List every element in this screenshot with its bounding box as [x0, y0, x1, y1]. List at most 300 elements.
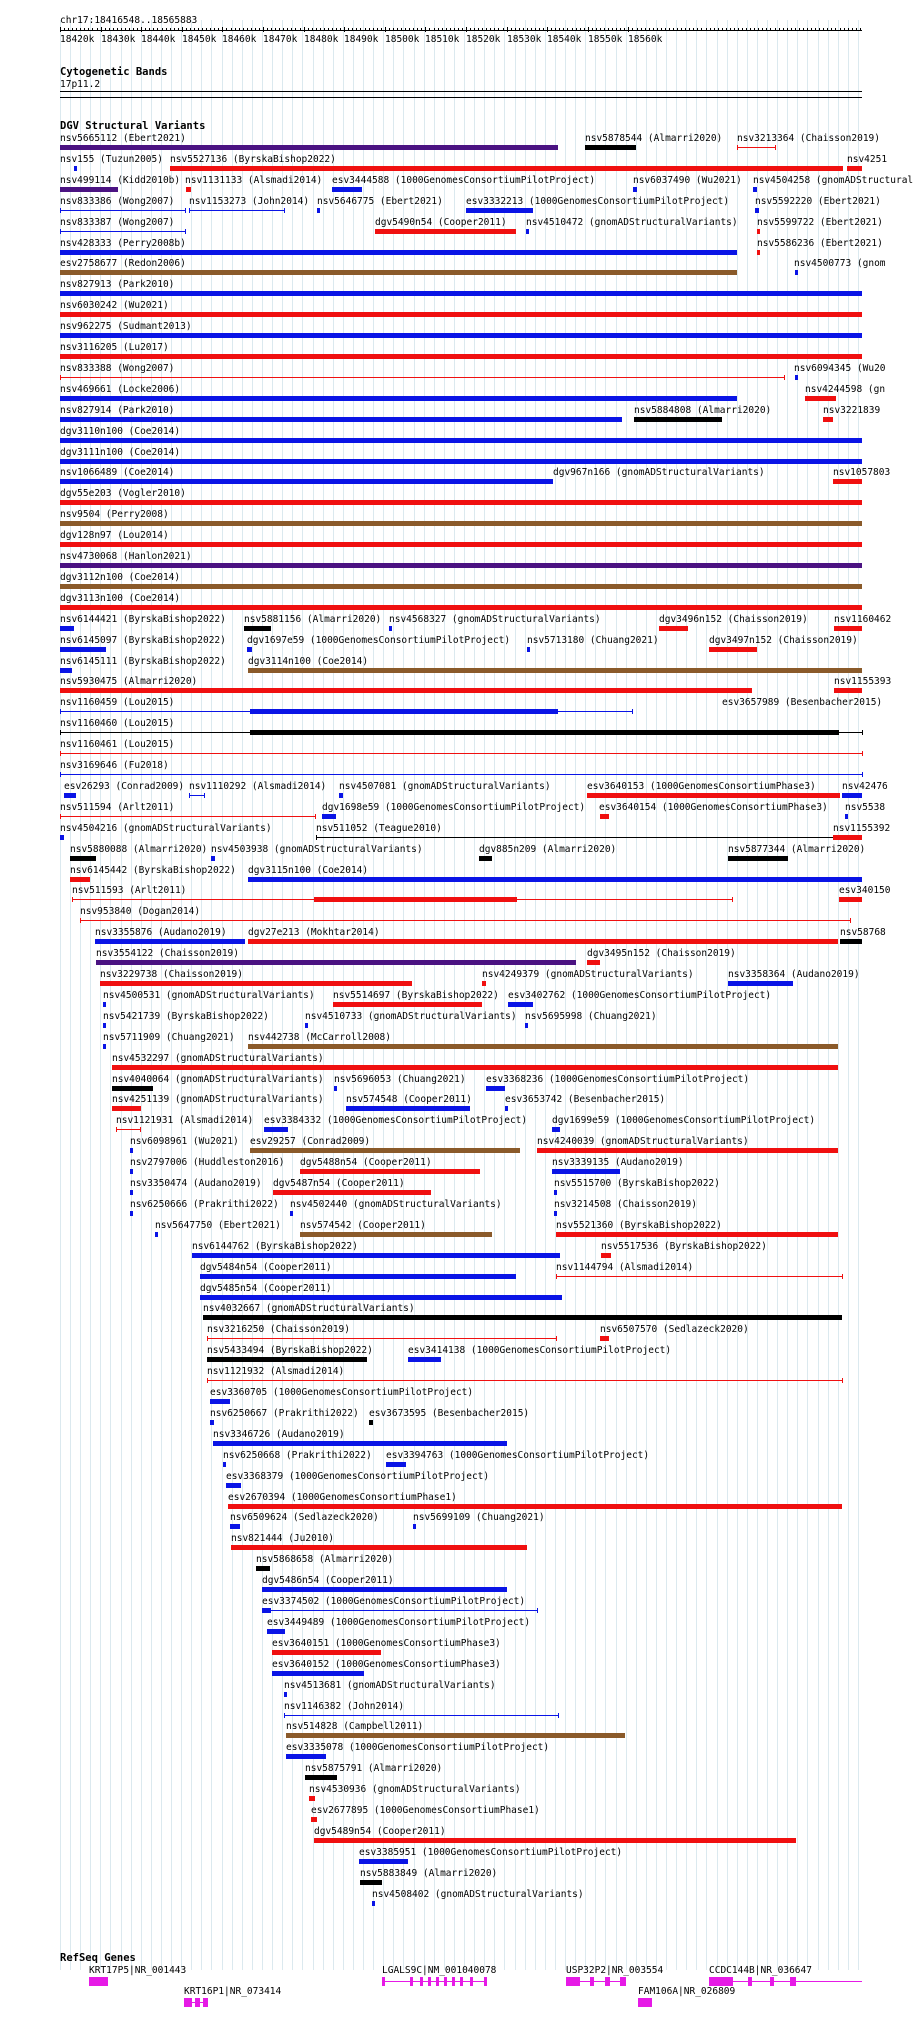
variant-label[interactable]: nsv6145097 (ByrskaBishop2022) [60, 634, 226, 646]
variant-label[interactable]: nsv6144762 (ByrskaBishop2022) [192, 1240, 358, 1252]
variant-bar[interactable] [262, 1587, 507, 1592]
variant-label[interactable]: nsv5868658 (Almarri2020) [256, 1554, 394, 1566]
variant-bar[interactable] [554, 1211, 557, 1216]
gene-exon[interactable] [460, 1977, 463, 1986]
variant-label[interactable]: esv3444588 (1000GenomesConsortiumPilotProject) [332, 174, 596, 186]
variant-label[interactable]: nsv2797006 (Huddleston2016) [130, 1157, 285, 1169]
variant-label[interactable]: nsv4249379 (gnomADStructuralVariants) [482, 969, 694, 980]
variant-label[interactable]: nsv3213364 (Chaisson2019) [737, 133, 880, 144]
variant-bar[interactable] [834, 626, 862, 631]
variant-label[interactable]: esv2758677 (Redon2006) [60, 258, 186, 270]
variant-bar[interactable] [333, 1002, 482, 1007]
variant-bar[interactable] [369, 1420, 373, 1425]
variant-label[interactable]: nsv3346726 (Audano2019) [213, 1428, 345, 1440]
variant-bar[interactable] [203, 1315, 842, 1320]
gene-exon[interactable] [770, 1977, 774, 1986]
variant-bar[interactable] [273, 1190, 431, 1195]
variant-bar[interactable] [840, 939, 862, 944]
variant-label[interactable]: nsv6030242 (Wu2021) [60, 300, 169, 312]
variant-bar[interactable] [795, 270, 798, 275]
variant-bar[interactable] [112, 1106, 141, 1111]
variant-label[interactable]: nsv5421739 (ByrskaBishop2022) [103, 1010, 269, 1022]
variant-label[interactable]: dgv1697e59 (1000GenomesConsortiumPilotProject) [247, 634, 511, 646]
variant-label[interactable]: esv3657989 (Besenbacher2015) [722, 697, 883, 709]
variant-label[interactable]: nsv4244598 (gn [805, 383, 886, 395]
variant-bar[interactable] [600, 814, 609, 819]
variant-label[interactable]: nsv5538 [845, 801, 886, 813]
variant-bar[interactable] [601, 1253, 611, 1258]
variant-bar[interactable] [413, 1524, 416, 1529]
variant-bar[interactable] [833, 835, 862, 840]
variant-bar[interactable] [847, 166, 862, 171]
variant-label[interactable]: nsv1146382 (John2014) [284, 1700, 405, 1712]
variant-label[interactable]: dgv1698e59 (1000GenomesConsortiumPilotProject) [322, 801, 586, 813]
variant-bar[interactable] [757, 229, 760, 234]
variant-bar[interactable] [587, 793, 840, 798]
gene-exon[interactable] [444, 1977, 447, 1986]
variant-bar[interactable] [256, 1566, 270, 1571]
variant-bar[interactable] [317, 208, 320, 213]
variant-label[interactable]: nsv42476 [842, 780, 888, 792]
variant-bar[interactable] [554, 1190, 557, 1195]
variant-bar[interactable] [755, 208, 759, 213]
variant-label[interactable]: nsv5586236 (Ebert2021) [757, 237, 883, 249]
variant-bar[interactable] [359, 1859, 408, 1864]
variant-label[interactable]: dgv5490n54 (Cooper2011) [375, 216, 507, 228]
variant-label[interactable]: nsv3350474 (Audano2019) [130, 1178, 262, 1189]
variant-label[interactable]: nsv1121932 (Alsmadi2014) [207, 1366, 345, 1378]
variant-label[interactable]: nsv5433494 (ByrskaBishop2022) [207, 1345, 373, 1357]
variant-label[interactable]: nsv6250666 (Prakrithi2022) [130, 1198, 279, 1210]
variant-bar[interactable] [248, 939, 838, 944]
variant-label[interactable]: nsv1153273 (John2014) [189, 195, 310, 207]
variant-bar[interactable] [286, 1733, 625, 1738]
variant-bar[interactable] [552, 1169, 620, 1174]
variant-label[interactable]: nsv5878544 (Almarri2020) [585, 133, 723, 144]
variant-bar[interactable] [757, 250, 760, 255]
variant-bar[interactable] [389, 626, 392, 631]
variant-bar[interactable] [386, 1462, 406, 1467]
gene-label[interactable]: KRT16P1|NR_073414 [184, 1986, 282, 1997]
gene-label[interactable]: CCDC144B|NR_036647 [709, 1965, 812, 1976]
variant-bar[interactable] [103, 1044, 106, 1049]
variant-bar[interactable] [709, 647, 757, 652]
variant-label[interactable]: nsv5695998 (Chuang2021) [525, 1010, 657, 1022]
gene-label[interactable]: USP32P2|NR_003554 [566, 1965, 664, 1976]
variant-bar[interactable] [305, 1775, 337, 1780]
variant-bar[interactable] [231, 1545, 527, 1550]
variant-bar[interactable] [556, 1232, 838, 1237]
variant-bar[interactable] [526, 229, 529, 234]
variant-label[interactable]: nsv1160461 (Lou2015) [60, 739, 175, 751]
variant-label[interactable]: nsv5881156 (Almarri2020) [244, 613, 382, 625]
variant-label[interactable]: dgv3495n152 (Chaisson2019) [587, 948, 736, 960]
gene-exon[interactable] [420, 1977, 423, 1986]
variant-bar[interactable] [250, 709, 558, 714]
gene-exon[interactable] [436, 1977, 439, 1986]
variant-label[interactable]: nsv827913 (Park2010) [60, 279, 175, 291]
variant-bar[interactable] [314, 897, 517, 902]
variant-label[interactable]: nsv5930475 (Almarri2020) [60, 676, 198, 688]
variant-label[interactable]: nsv5599722 (Ebert2021) [757, 216, 883, 228]
variant-bar[interactable] [230, 1524, 240, 1529]
variant-label[interactable]: esv3384332 (1000GenomesConsortiumPilotProject) [264, 1115, 528, 1127]
variant-bar[interactable] [272, 1650, 381, 1655]
variant-label[interactable]: nsv4532297 (gnomADStructuralVariants) [112, 1052, 324, 1064]
variant-bar[interactable] [210, 1399, 230, 1404]
variant-bar[interactable] [95, 939, 245, 944]
gene-exon[interactable] [790, 1977, 796, 1986]
variant-bar[interactable] [200, 1274, 516, 1279]
variant-label[interactable]: nsv4240039 (gnomADStructuralVariants) [537, 1136, 749, 1148]
gene-exon[interactable] [620, 1977, 626, 1986]
variant-bar[interactable] [60, 354, 862, 359]
variant-bar[interactable] [633, 187, 637, 192]
gene-exon[interactable] [566, 1977, 580, 1986]
variant-label[interactable]: esv3653742 (Besenbacher2015) [505, 1094, 666, 1106]
variant-span-line[interactable] [60, 231, 185, 232]
variant-bar[interactable] [64, 793, 76, 798]
variant-label[interactable]: esv3368236 (1000GenomesConsortiumPilotProject) [486, 1073, 750, 1085]
variant-label[interactable]: esv26293 (Conrad2009) [64, 780, 185, 792]
variant-label[interactable]: nsv1057803 [833, 467, 891, 479]
variant-label[interactable]: esv340150 [839, 885, 891, 897]
gene-label[interactable]: KRT17P5|NR_001443 [89, 1965, 187, 1976]
variant-label[interactable]: nsv4503938 (gnomADStructuralVariants) [211, 843, 423, 855]
variant-bar[interactable] [100, 981, 412, 986]
variant-bar[interactable] [60, 479, 553, 484]
variant-bar[interactable] [839, 897, 862, 902]
variant-label[interactable]: dgv5487n54 (Cooper2011) [273, 1178, 405, 1189]
variant-label[interactable]: nsv5527136 (ByrskaBishop2022) [170, 153, 336, 165]
variant-bar[interactable] [525, 1023, 528, 1028]
variant-label[interactable]: nsv827914 (Park2010) [60, 404, 175, 416]
gene-exon[interactable] [484, 1977, 487, 1986]
variant-label[interactable]: nsv3221839 [823, 404, 881, 416]
variant-bar[interactable] [309, 1796, 315, 1801]
variant-bar[interactable] [466, 208, 533, 213]
variant-bar[interactable] [833, 479, 862, 484]
variant-bar[interactable] [267, 1629, 285, 1634]
variant-label[interactable]: esv3374502 (1000GenomesConsortiumPilotProject) [262, 1596, 526, 1607]
variant-label[interactable]: esv3640154 (1000GenomesConsortiumPhase3) [599, 801, 828, 813]
variant-label[interactable]: nsv5514697 (ByrskaBishop2022) [333, 989, 499, 1001]
variant-bar[interactable] [60, 333, 862, 338]
variant-bar[interactable] [74, 166, 77, 171]
variant-label[interactable]: nsv5699109 (Chuang2021) [413, 1512, 545, 1524]
variant-bar[interactable] [70, 877, 90, 882]
variant-bar[interactable] [200, 1295, 562, 1300]
variant-label[interactable]: nsv5883849 (Almarri2020) [360, 1867, 498, 1879]
variant-bar[interactable] [248, 877, 862, 882]
gene-exon[interactable] [748, 1977, 752, 1986]
variant-label[interactable]: nsv6250668 (Prakrithi2022) [223, 1449, 372, 1461]
variant-span-line[interactable] [207, 1338, 556, 1339]
variant-bar[interactable] [314, 1838, 796, 1843]
gene-label[interactable]: LGALS9C|NM_001040078 [382, 1965, 497, 1976]
gene-exon[interactable] [605, 1977, 610, 1986]
variant-bar[interactable] [322, 814, 336, 819]
gene-exon[interactable] [470, 1977, 473, 1986]
variant-bar[interactable] [103, 1002, 106, 1007]
variant-bar[interactable] [508, 1002, 533, 1007]
variant-label[interactable]: nsv1160459 (Lou2015) [60, 697, 175, 709]
variant-bar[interactable] [795, 375, 798, 380]
variant-bar[interactable] [290, 1211, 293, 1216]
variant-label[interactable]: nsv3229738 (Chaisson2019) [100, 969, 243, 980]
variant-bar[interactable] [537, 1148, 838, 1153]
variant-bar[interactable] [60, 626, 74, 631]
variant-label[interactable]: esv3332213 (1000GenomesConsortiumPilotProject) [466, 195, 730, 207]
variant-bar[interactable] [60, 291, 862, 296]
variant-bar[interactable] [60, 438, 862, 443]
variant-label[interactable]: dgv3112n100 (Coe2014) [60, 571, 181, 583]
variant-bar[interactable] [186, 187, 191, 192]
variant-label[interactable]: nsv1155392 [833, 822, 891, 834]
variant-label[interactable]: nsv4508402 (gnomADStructuralVariants) [372, 1888, 584, 1900]
variant-label[interactable]: esv3640151 (1000GenomesConsortiumPhase3) [272, 1637, 501, 1649]
variant-bar[interactable] [248, 668, 862, 673]
gene-exon[interactable] [638, 1998, 652, 2007]
variant-label[interactable]: nsv4504216 (gnomADStructuralVariants) [60, 822, 272, 834]
variant-label[interactable]: nsv3116205 (Lu2017) [60, 342, 169, 353]
variant-label[interactable]: nsv442738 (McCarroll2008) [248, 1031, 391, 1043]
variant-label[interactable]: dgv1699e59 (1000GenomesConsortiumPilotProject) [552, 1115, 816, 1127]
variant-bar[interactable] [60, 396, 737, 401]
variant-bar[interactable] [223, 1462, 226, 1467]
variant-bar[interactable] [103, 1023, 106, 1028]
variant-bar[interactable] [346, 1106, 470, 1111]
variant-bar[interactable] [60, 647, 106, 652]
variant-label[interactable]: nsv6509624 (Sedlazeck2020) [230, 1512, 379, 1524]
variant-label[interactable]: dgv3110n100 (Coe2014) [60, 425, 181, 437]
variant-bar[interactable] [845, 814, 848, 819]
variant-bar[interactable] [753, 187, 757, 192]
variant-label[interactable]: nsv4040064 (gnomADStructuralVariants) [112, 1073, 324, 1085]
variant-bar[interactable] [842, 793, 862, 798]
variant-bar[interactable] [60, 584, 862, 589]
variant-bar[interactable] [300, 1169, 480, 1174]
variant-label[interactable]: dgv5489n54 (Cooper2011) [314, 1825, 446, 1837]
variant-bar[interactable] [213, 1441, 507, 1446]
variant-span-line[interactable] [284, 1715, 558, 1716]
variant-bar[interactable] [527, 647, 530, 652]
variant-label[interactable]: nsv6507570 (Sedlazeck2020) [600, 1324, 749, 1336]
variant-label[interactable]: nsv5521360 (ByrskaBishop2022) [556, 1219, 722, 1231]
variant-bar[interactable] [728, 856, 788, 861]
variant-label[interactable]: nsv1110292 (Alsmadi2014) [189, 780, 327, 792]
variant-label[interactable]: nsv5647750 (Ebert2021) [155, 1219, 281, 1231]
variant-bar[interactable] [96, 960, 576, 965]
variant-label[interactable]: nsv5517536 (ByrskaBishop2022) [601, 1240, 767, 1252]
gene-exon[interactable] [184, 1998, 192, 2007]
variant-label[interactable]: nsv4500531 (gnomADStructuralVariants) [103, 989, 315, 1001]
variant-bar[interactable] [805, 396, 836, 401]
variant-label[interactable]: nsv5696053 (Chuang2021) [334, 1073, 466, 1085]
variant-bar[interactable] [634, 417, 722, 422]
variant-span-line[interactable] [60, 210, 185, 211]
variant-bar[interactable] [130, 1148, 133, 1153]
variant-bar[interactable] [112, 1065, 838, 1070]
variant-label[interactable]: dgv55e203 (Vogler2010) [60, 488, 186, 500]
variant-label[interactable]: dgv27e213 (Mokhtar2014) [248, 927, 380, 939]
gene-label[interactable]: FAM106A|NR_026809 [638, 1986, 736, 1997]
variant-bar[interactable] [60, 668, 72, 673]
variant-label[interactable]: nsv6145442 (ByrskaBishop2022) [70, 864, 236, 876]
variant-bar[interactable] [155, 1232, 158, 1237]
variant-label[interactable]: nsv4251 [847, 153, 888, 165]
variant-label[interactable]: nsv3355876 (Audano2019) [95, 927, 227, 939]
gene-exon[interactable] [452, 1977, 455, 1986]
variant-label[interactable]: nsv833386 (Wong2007) [60, 195, 175, 207]
variant-label[interactable]: nsv3214508 (Chaisson2019) [554, 1198, 697, 1210]
variant-bar[interactable] [60, 250, 737, 255]
variant-label[interactable]: nsv6250667 (Prakrithi2022) [210, 1407, 359, 1419]
variant-label[interactable]: esv3640153 (1000GenomesConsortiumPhase3) [587, 780, 816, 792]
variant-label[interactable]: dgv5488n54 (Cooper2011) [300, 1157, 432, 1169]
variant-span-line[interactable] [189, 795, 204, 796]
variant-label[interactable]: nsv5875791 (Almarri2020) [305, 1763, 443, 1775]
variant-label[interactable]: esv3414138 (1000GenomesConsortiumPilotProject) [408, 1345, 672, 1357]
variant-bar[interactable] [728, 981, 793, 986]
gene-exon[interactable] [428, 1977, 431, 1986]
variant-label[interactable]: nsv511052 (Teague2010) [316, 822, 442, 834]
variant-label[interactable]: nsv953840 (Dogan2014) [80, 906, 201, 918]
variant-bar[interactable] [247, 647, 252, 652]
variant-bar[interactable] [311, 1817, 317, 1822]
variant-span-line[interactable] [60, 774, 862, 775]
variant-label[interactable]: esv3368379 (1000GenomesConsortiumPilotProject) [226, 1470, 490, 1482]
variant-bar[interactable] [60, 542, 862, 547]
variant-label[interactable]: nsv4502440 (gnomADStructuralVariants) [290, 1198, 502, 1210]
variant-label[interactable]: nsv511593 (Arlt2011) [72, 885, 187, 897]
variant-span-line[interactable] [316, 837, 843, 838]
variant-label[interactable]: dgv3114n100 (Coe2014) [248, 655, 369, 667]
variant-label[interactable]: esv3673595 (Besenbacher2015) [369, 1407, 530, 1419]
variant-label[interactable]: nsv3339135 (Audano2019) [552, 1157, 684, 1169]
variant-bar[interactable] [130, 1190, 133, 1195]
variant-bar[interactable] [60, 270, 737, 275]
variant-span-line[interactable] [80, 920, 850, 921]
gene-exon[interactable] [195, 1998, 200, 2007]
variant-label[interactable]: nsv5880088 (Almarri2020) [70, 843, 208, 855]
variant-bar[interactable] [339, 793, 343, 798]
variant-label[interactable]: dgv885n209 (Almarri2020) [479, 843, 617, 855]
gene-exon[interactable] [382, 1977, 385, 1986]
variant-bar[interactable] [60, 835, 64, 840]
variant-bar[interactable] [192, 1253, 560, 1258]
variant-label[interactable]: dgv5484n54 (Cooper2011) [200, 1261, 332, 1273]
variant-label[interactable]: dgv128n97 (Lou2014) [60, 530, 169, 542]
variant-bar[interactable] [60, 145, 558, 150]
variant-label[interactable]: esv2677895 (1000GenomesConsortiumPhase1) [311, 1805, 540, 1816]
variant-bar[interactable] [60, 417, 622, 422]
variant-label[interactable]: nsv4510733 (gnomADStructuralVariants) [305, 1010, 517, 1022]
variant-bar[interactable] [486, 1086, 505, 1091]
variant-bar[interactable] [360, 1880, 382, 1885]
variant-span-line[interactable] [207, 1380, 842, 1381]
variant-label[interactable]: dgv3496n152 (Chaisson2019) [659, 613, 808, 625]
variant-bar[interactable] [262, 1608, 271, 1613]
variant-bar[interactable] [60, 605, 862, 610]
variant-label[interactable]: nsv58768 [840, 927, 886, 939]
variant-label[interactable]: nsv1160462 [834, 613, 892, 625]
variant-bar[interactable] [250, 730, 839, 735]
variant-label[interactable]: dgv3113n100 (Coe2014) [60, 592, 181, 604]
variant-label[interactable]: nsv469661 (Locke2006) [60, 383, 181, 395]
variant-span-line[interactable] [60, 753, 862, 754]
variant-span-line[interactable] [60, 377, 784, 378]
variant-bar[interactable] [60, 500, 862, 505]
variant-label[interactable]: esv3402762 (1000GenomesConsortiumPilotProject) [508, 989, 772, 1001]
variant-label[interactable]: dgv3111n100 (Coe2014) [60, 446, 181, 458]
variant-span-line[interactable] [737, 147, 775, 148]
variant-label[interactable]: esv2670394 (1000GenomesConsortiumPhase1) [228, 1491, 457, 1503]
gene-exon[interactable] [590, 1977, 594, 1986]
variant-bar[interactable] [332, 187, 362, 192]
variant-bar[interactable] [60, 563, 862, 568]
variant-label[interactable]: dgv5485n54 (Cooper2011) [200, 1282, 332, 1294]
variant-label[interactable]: nsv3554122 (Chaisson2019) [96, 948, 239, 960]
variant-label[interactable]: nsv1144794 (Alsmadi2014) [556, 1261, 694, 1273]
variant-label[interactable]: nsv833388 (Wong2007) [60, 362, 175, 374]
variant-label[interactable]: esv3449489 (1000GenomesConsortiumPilotProject) [267, 1616, 531, 1628]
variant-bar[interactable] [585, 145, 636, 150]
variant-label[interactable]: esv3385951 (1000GenomesConsortiumPilotProject) [359, 1846, 623, 1858]
variant-bar[interactable] [284, 1692, 287, 1697]
variant-label[interactable]: nsv155 (Tuzun2005) [60, 153, 163, 165]
variant-bar[interactable] [587, 960, 600, 965]
variant-bar[interactable] [207, 1357, 367, 1362]
variant-bar[interactable] [250, 1148, 520, 1153]
gene-exon[interactable] [203, 1998, 208, 2007]
variant-bar[interactable] [372, 1901, 375, 1906]
variant-label[interactable]: nsv1155393 [834, 676, 892, 688]
variant-bar[interactable] [823, 417, 833, 422]
variant-label[interactable]: nsv3169646 (Fu2018) [60, 760, 169, 771]
variant-bar[interactable] [112, 1086, 153, 1091]
variant-label[interactable]: nsv4507081 (gnomADStructuralVariants) [339, 780, 551, 792]
variant-bar[interactable] [272, 1671, 364, 1676]
variant-bar[interactable] [60, 521, 862, 526]
variant-span-line[interactable] [262, 1610, 537, 1611]
variant-label[interactable]: nsv6144421 (ByrskaBishop2022) [60, 613, 226, 625]
variant-label[interactable]: nsv4510472 (gnomADStructuralVariants) [526, 216, 738, 228]
variant-label[interactable]: nsv5665112 (Ebert2021) [60, 133, 186, 144]
variant-bar[interactable] [264, 1127, 288, 1132]
variant-label[interactable]: dgv967n166 (gnomADStructuralVariants) [553, 467, 765, 479]
variant-bar[interactable] [408, 1357, 441, 1362]
variant-bar[interactable] [210, 1420, 214, 1425]
variant-bar[interactable] [228, 1504, 842, 1509]
variant-label[interactable]: esv29257 (Conrad2009) [250, 1136, 371, 1148]
variant-bar[interactable] [244, 626, 271, 631]
variant-label[interactable]: nsv514828 (Campbell2011) [286, 1721, 424, 1733]
variant-label[interactable]: nsv4730068 (Hanlon2021) [60, 551, 192, 562]
variant-label[interactable]: dgv3115n100 (Coe2014) [248, 864, 369, 876]
variant-label[interactable]: nsv6145111 (ByrskaBishop2022) [60, 655, 226, 667]
variant-label[interactable]: esv3360705 (1000GenomesConsortiumPilotProject) [210, 1387, 474, 1398]
variant-label[interactable]: nsv4513681 (gnomADStructuralVariants) [284, 1679, 496, 1691]
variant-label[interactable]: nsv4032667 (gnomADStructuralVariants) [203, 1303, 415, 1315]
variant-label[interactable]: nsv499114 (Kidd2010b) [60, 174, 181, 186]
variant-bar[interactable] [659, 626, 688, 631]
variant-label[interactable]: nsv1066489 (Coe2014) [60, 467, 175, 479]
variant-label[interactable]: nsv4568327 (gnomADStructuralVariants) [389, 613, 601, 625]
gene-exon[interactable] [89, 1977, 108, 1986]
variant-bar[interactable] [170, 166, 843, 171]
variant-bar[interactable] [479, 856, 492, 861]
